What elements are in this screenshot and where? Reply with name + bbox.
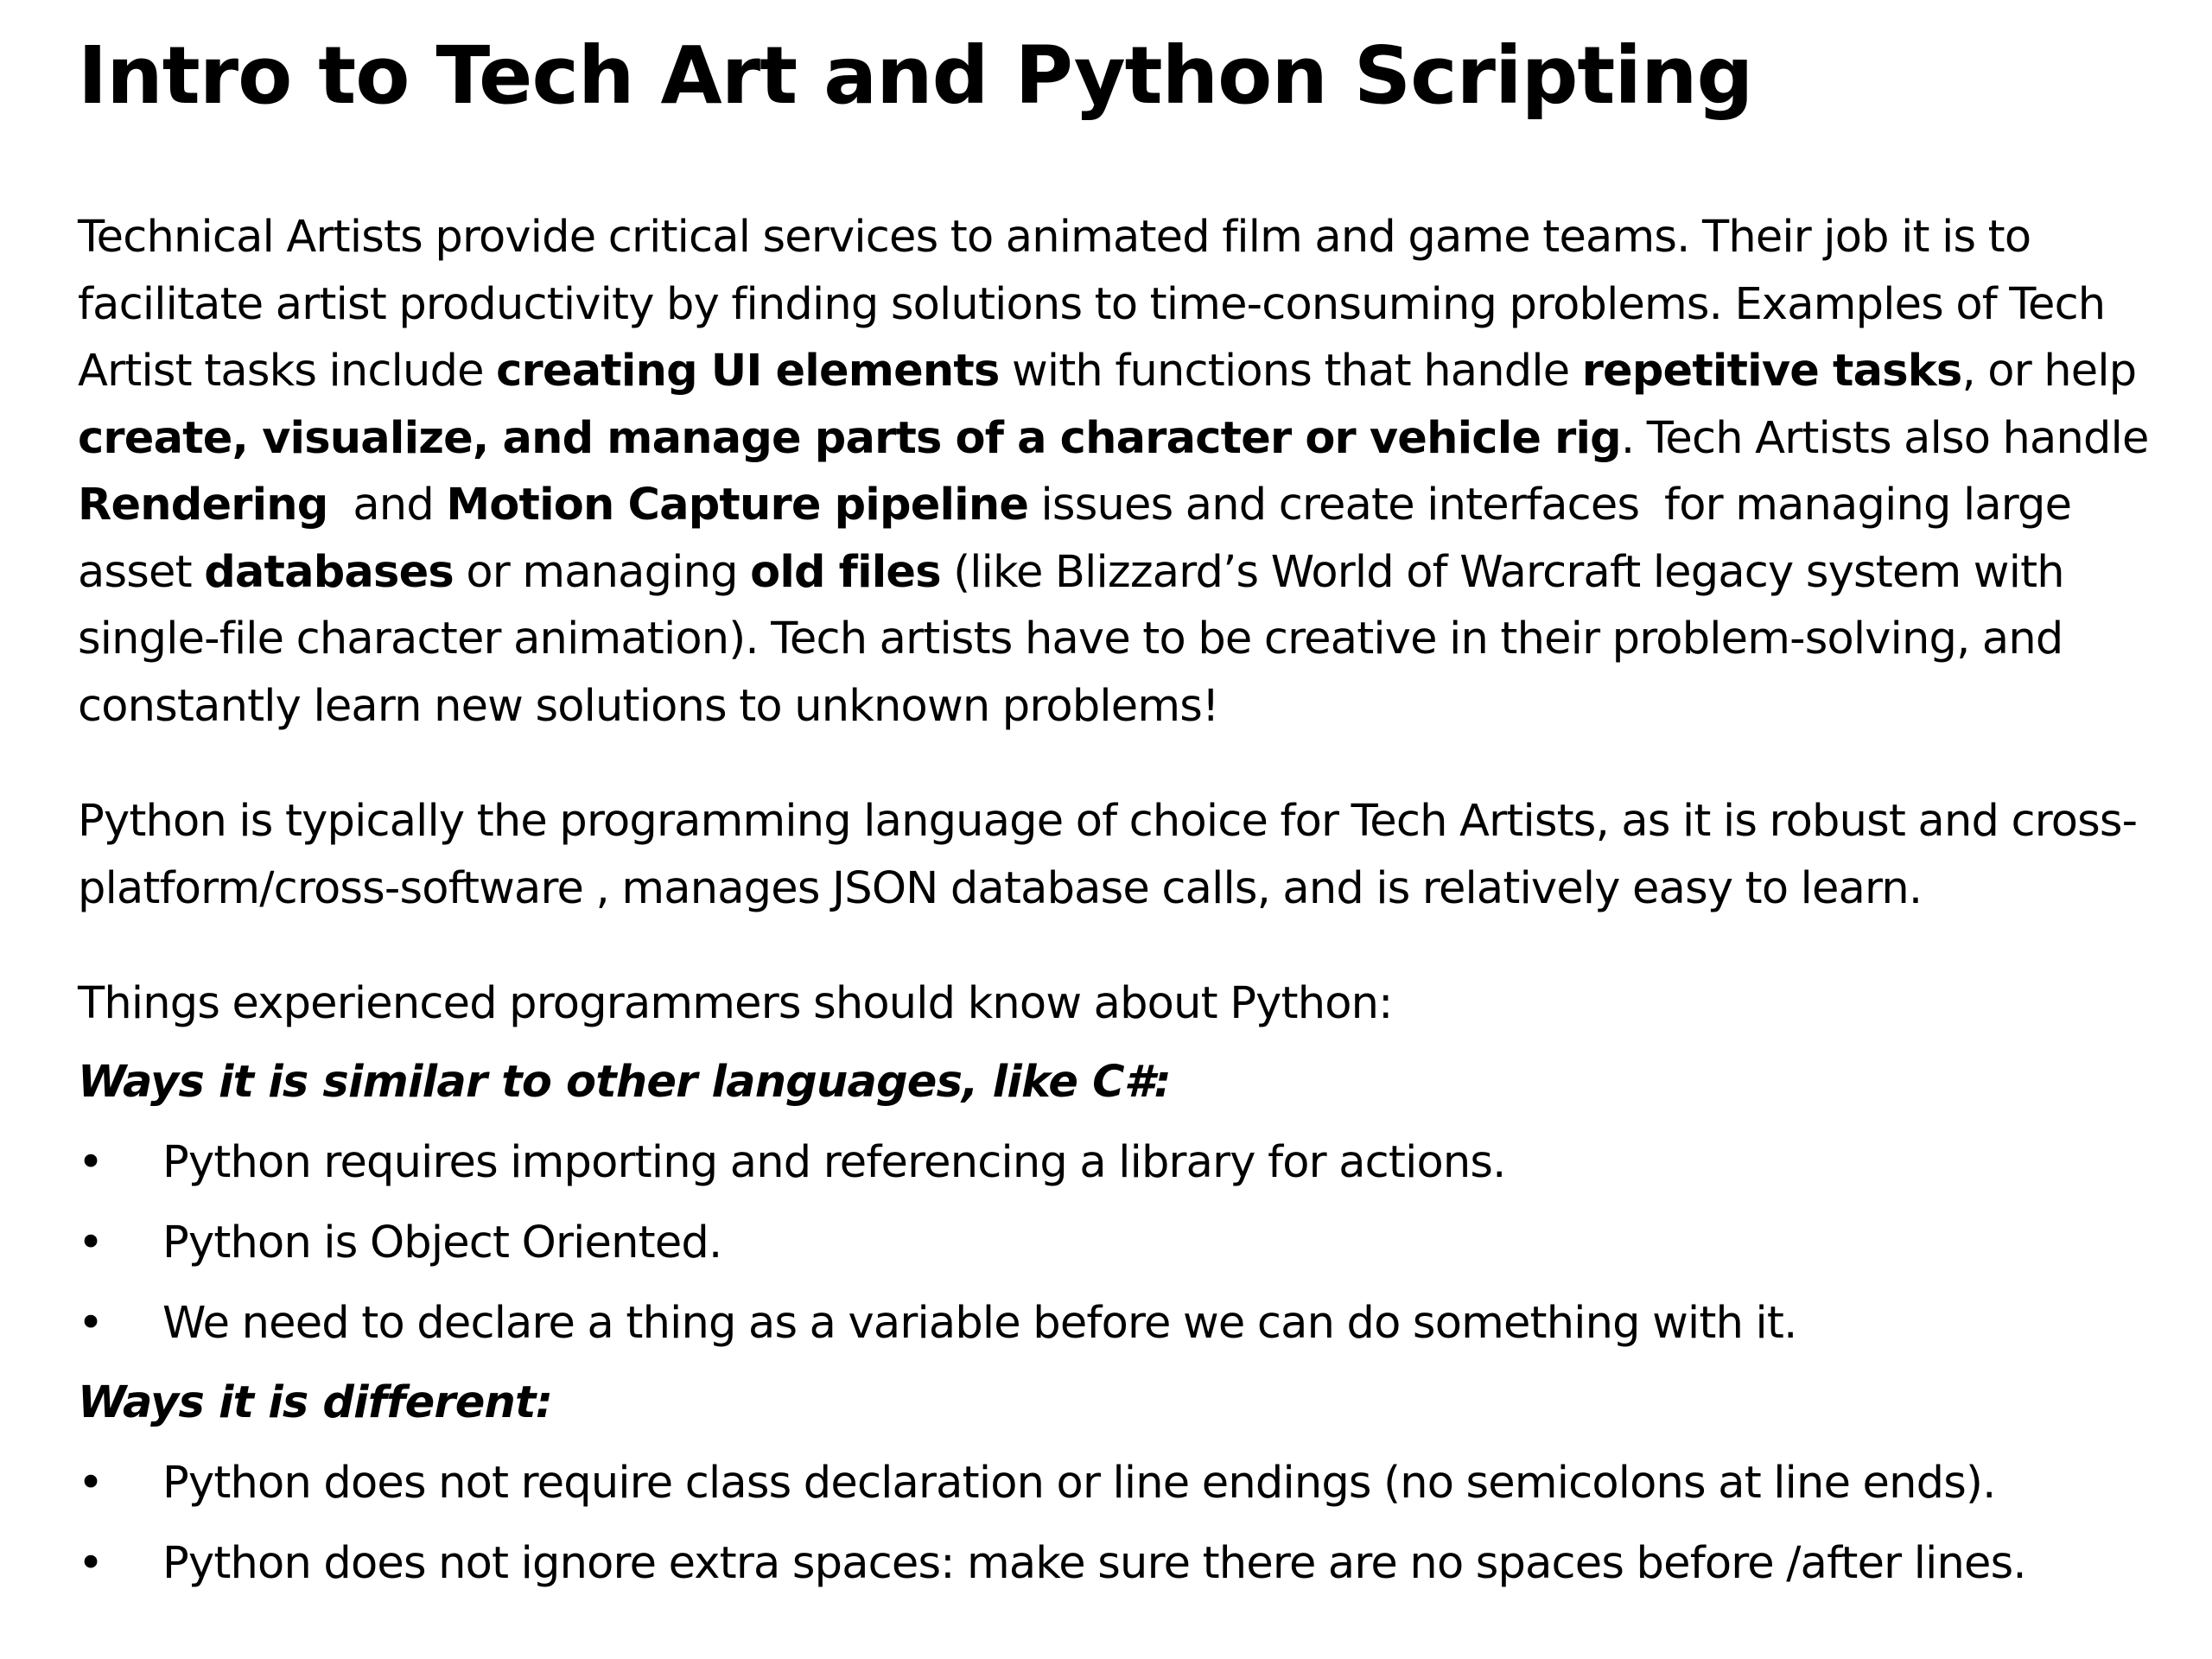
similar-list xyxy=(78,1122,2177,1363)
intro-text: Technical Artists provide critical services to animated film and game teams. Their job it is to facilitate artist productivity by finding solutions to time-consuming problems. Examples of Tech Artist tasks include xyxy=(78,212,2106,397)
list-item xyxy=(78,1283,2177,1363)
list-item xyxy=(78,1443,2177,1523)
bullet-icon: • xyxy=(78,1136,104,1188)
page-title: Intro to Tech Art and Python Scripting xyxy=(78,29,1753,122)
list-item-text: Python requires importing and referencing a library for actions. xyxy=(162,1136,1506,1188)
list-item-text: Python does not ignore extra spaces: make sure there are no spaces before /after lines. xyxy=(162,1537,2026,1589)
intro-bold-term: Motion Capture pipeline xyxy=(446,480,1029,531)
intro-bold-term: create, visualize, and manage parts of a character or vehicle rig xyxy=(78,412,1621,464)
list-item xyxy=(78,1523,2177,1604)
bullet-icon: • xyxy=(78,1457,104,1509)
intro-text: . Tech Artists also handle xyxy=(1620,412,2149,464)
intro-text: issues and create interfaces for managing large asset xyxy=(78,480,2084,598)
intro-bold-term: databases xyxy=(204,546,454,598)
intro-text: and xyxy=(327,480,447,531)
bullet-icon: • xyxy=(78,1217,104,1268)
intro-bold-term: Rendering xyxy=(78,480,328,531)
intro-text: or managing xyxy=(453,546,751,598)
intro-bold-term: creating UI elements xyxy=(496,346,1000,397)
list-item xyxy=(78,1122,2177,1203)
intro-text: with functions that handle xyxy=(999,346,1582,397)
different-list xyxy=(78,1443,2177,1604)
python-paragraph: Python is typically the programming language of choice for Tech Artists, as it is robust and cross-platform/cross-software , manages JSON database calls, and is relatively easy to learn. xyxy=(78,796,2138,914)
intro-bold-term: repetitive tasks xyxy=(1581,346,1962,397)
intro-text: (like Blizzard’s World of Warcraft legacy system with single-file character animation). Tech artists have to be creative in their problem-solving, and constantly learn new solutions to unknown problems! xyxy=(78,546,2064,732)
intro-paragraph xyxy=(78,204,2177,740)
similar-heading: Ways it is similar to other languages, like C#: xyxy=(78,1056,1171,1108)
list-item xyxy=(78,1203,2177,1283)
bullet-icon: • xyxy=(78,1297,104,1349)
list-item-text: Python is Object Oriented. xyxy=(162,1217,722,1268)
things-intro: Things experienced programmers should know about Python: xyxy=(78,978,1393,1029)
intro-bold-term: old files xyxy=(750,546,941,598)
list-item-text: Python does not require class declaration or line endings (no semicolons at line ends). xyxy=(162,1457,1996,1509)
bullet-icon: • xyxy=(78,1537,104,1589)
different-heading: Ways it is different: xyxy=(78,1376,553,1428)
intro-text: , or help xyxy=(1961,346,2137,397)
list-item-text: We need to declare a thing as a variable before we can do something with it. xyxy=(162,1297,1797,1349)
